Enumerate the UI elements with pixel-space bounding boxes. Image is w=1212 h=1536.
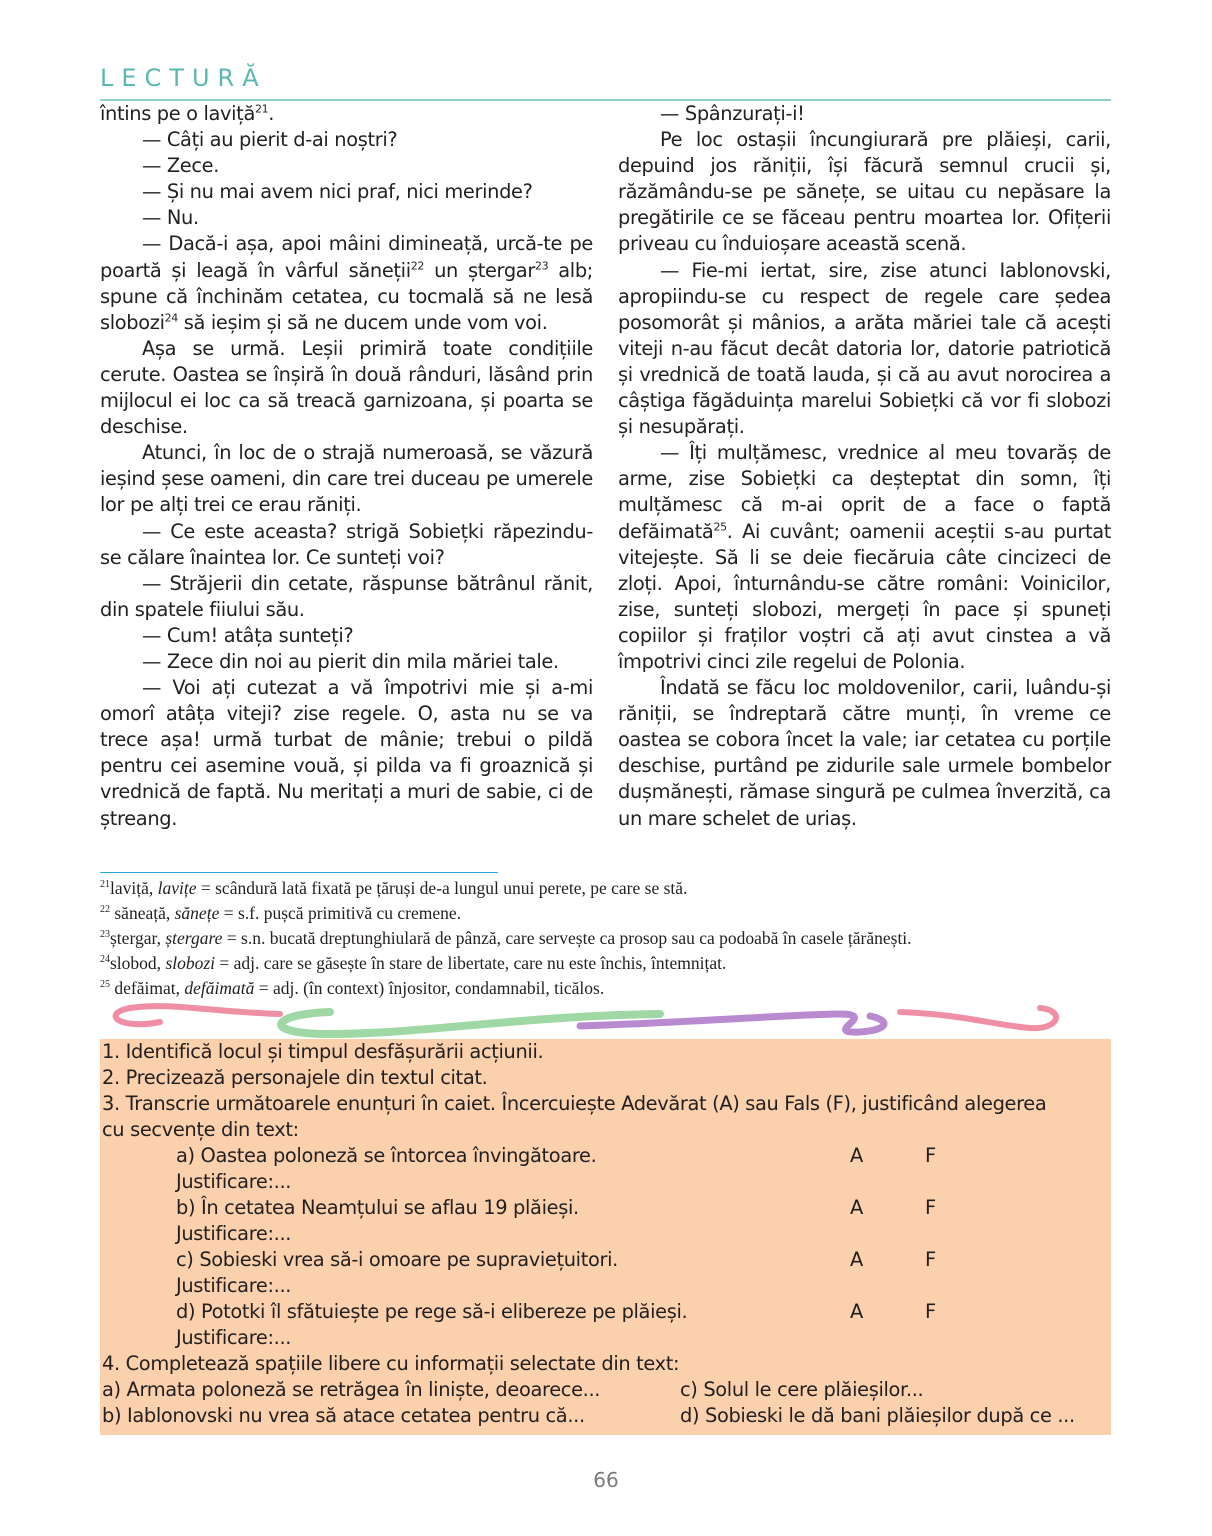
paragraph: — Dacă-i așa, apoi mâini dimineață, urcă-te pe poartă și leagă în vârful săneții$^{22}$ un ștergar$^{23}$ alb; spune că închinăm cetatea, cu tocmală să ne lesă slobozi$^{24}$ să ieșim și să ne ducem unde vom voi.: [100, 232, 593, 334]
footnote-term: sănețe: [174, 903, 220, 923]
true-option-b[interactable]: A: [850, 1196, 864, 1219]
footnote-number: 24: [100, 954, 110, 966]
true-option-d[interactable]: A: [850, 1300, 864, 1323]
blank-item-c: c) Solul le cere plăieșilor...: [680, 1378, 924, 1401]
footnote-reference[interactable]: 23: [534, 259, 549, 273]
paragraph: Îndată se făcu loc moldovenilor, carii, luându-și răniții, se îndreptară către munți, în vreme ce oastea se cobora încet la vale; iar cetatea cu porțile deschise, purtând pe zidurile sale urmele bombelor dușmănești, rămase singură pe culmea înverzită, ca un mare schelet de uriaș.: [618, 676, 1111, 830]
exercise-box: [100, 1039, 1111, 1435]
footnote-term: defăimată: [184, 978, 255, 998]
question-3-continued: cu secvențe din text:: [102, 1118, 299, 1141]
text-column-right: [618, 101, 1111, 832]
footnote-item: $^{21}$laviță, lavițe = scândură lată fixată pe țăruși de-a lungul unui perete, pe care se stă.: [100, 878, 688, 898]
justification-c: Justificare:...: [176, 1274, 292, 1297]
false-option-a[interactable]: F: [925, 1144, 937, 1167]
paragraph: — Îți mulțămesc, vrednice al meu tovarăș de arme, zise Sobiețki ca deșteptat din somn, îți mulțămesc că m-ai oprit de a face o faptă defăimată$^{25}$. Ai cuvânt; oamenii aceștii s-au purtat vitejește. Să li se deie fiecăruia câte cincizeci de zloți. Apoi, înturnându-se către români: Voinicilor, zise, sunteți slobozi, mergeți în pace și spuneți copiilor și fraților voștri că ați avut cinstea a vă împotrivi cinci zile regelui de Polonia.: [618, 441, 1111, 673]
footnote-reference[interactable]: 22: [410, 259, 425, 273]
footnote-number: 22: [100, 904, 110, 916]
text-column-left: [100, 101, 593, 832]
pink-swirl-left: [116, 1006, 280, 1024]
paragraph: — Nu.: [142, 206, 199, 230]
paragraph: — Zece din noi au pierit din mila măriei tale.: [142, 649, 559, 673]
justification-b: Justificare:...: [176, 1222, 292, 1245]
paragraph: — Ce este aceasta? strigă Sobiețki răpezindu-se călare înaintea lor. Ce sunteți voi?: [100, 519, 593, 569]
footnote-number: 21: [100, 879, 110, 891]
pink-swirl-right: [900, 1008, 1056, 1028]
footnote-divider: [100, 872, 498, 873]
paragraph: — Spânzurați-i!: [660, 102, 805, 125]
statement-c: c) Sobieski vrea să-i omoare pe supraviețuitori.: [176, 1248, 618, 1271]
footnote-term: lavițe: [157, 878, 197, 898]
paragraph: Pe loc ostașii încungiurară pre plăieși, carii, depuind jos răniții, își făcură semnul crucii și, răzămându-se pe sănețe, se uitau cu nepăsare la pregătirile ce se făceau pentru moartea lor. Ofițerii priveau cu înduioșare această scenă.: [618, 128, 1111, 256]
paragraph: Atunci, în loc de o strajă numeroasă, se văzură ieșind șese oameni, din care trei duceau pe umerele lor pe alți trei ce erau răniți.: [100, 441, 593, 517]
decorative-swirl-divider: [100, 1000, 1110, 1038]
false-option-d[interactable]: F: [925, 1300, 937, 1323]
footnote-item: $^{24}$slobod, slobozi = adj. care se găsește în stare de libertate, care nu este închis, întemnițat.: [100, 953, 727, 973]
paragraph: întins pe o laviță$^{21}$.: [100, 102, 275, 125]
question-4: 4. Completează spațiile libere cu informații selectate din text:: [102, 1352, 680, 1375]
justification-d: Justificare:...: [176, 1326, 292, 1349]
true-option-a[interactable]: A: [850, 1144, 864, 1167]
justification-a: Justificare:...: [176, 1170, 292, 1193]
footnotes: [100, 876, 1110, 1001]
page-number: 66: [593, 1468, 619, 1492]
question-1: 1. Identifică locul și timpul desfășurării acțiunii.: [102, 1040, 544, 1063]
statement-d: d) Pototki îl sfătuiește pe rege să-i elibereze pe plăieși.: [176, 1300, 688, 1323]
footnote-item: $^{22}$ săneață, sănețe = s.f. pușcă primitivă cu cremene.: [100, 903, 462, 923]
paragraph: — Câți au pierit d-ai noștri?: [142, 128, 398, 152]
paragraph: — Străjerii din cetate, răspunse bătrânul rănit, din spatele fiiului său.: [100, 571, 593, 621]
paragraph: — Cum! atâța sunteți?: [142, 623, 354, 647]
footnote-reference[interactable]: 25: [713, 520, 727, 534]
false-option-c[interactable]: F: [925, 1248, 937, 1271]
footnote-number: 25: [100, 979, 110, 991]
footnote-term: ștergare: [165, 928, 223, 948]
false-option-b[interactable]: F: [925, 1196, 937, 1219]
statement-b: b) În cetatea Neamțului se aflau 19 plăieși.: [176, 1196, 579, 1219]
footnote-term: slobozi: [165, 953, 216, 973]
paragraph: — Și nu mai avem nici praf, nici merinde?: [142, 180, 533, 204]
paragraph: — Voi ați cutezat a vă împotrivi mie și a-mi omorî atâța viteji? zise regele. O, asta nu se va trece așa! urmă turbat de mânie; trebui o pildă pentru cei asemine vouă, și pilda va fi groaznică și vrednică de faptă. Nu meritați a muri de sabie, ci de ștreang.: [100, 676, 593, 830]
section-title: LECTURĂ: [100, 64, 267, 92]
footnote-reference[interactable]: 21: [254, 102, 269, 116]
blank-item-a: a) Armata poloneză se retrăgea în liniște, deoarece...: [102, 1378, 601, 1401]
question-2: 2. Precizează personajele din textul citat.: [102, 1066, 488, 1089]
footnote-reference[interactable]: 24: [164, 311, 178, 325]
footnote-number: 23: [100, 929, 110, 941]
blank-item-d: d) Sobieski le dă bani plăieșilor după ce ...: [680, 1404, 1075, 1427]
true-option-c[interactable]: A: [850, 1248, 864, 1271]
blank-item-b: b) Iablonovski nu vrea să atace cetatea pentru că...: [102, 1404, 585, 1427]
paragraph: Așa se urmă. Leșii primiră toate condițiile cerute. Oastea se înșiră în două rânduri, lăsând prin mijlocul ei loc ca să treacă garnizoana, și poarta se deschise.: [100, 336, 593, 439]
paragraph: — Zece.: [142, 154, 220, 178]
paragraph: — Fie-mi iertat, sire, zise atunci Iablonovski, apropiindu-se cu respect de regele care ședea posomorât și mânios, a arăta măriei tale că acești viteji n-au făcut decât datoria lor, datorie patriotică și vrednică de toată lauda, și că au avut norocirea a câștiga făgăduința marelui Sobiețki că vor fi slobozi și nesupărați.: [618, 258, 1111, 439]
footnote-item: $^{23}$ștergar, ștergare = s.n. bucată dreptunghiulară de pânză, care servește ca prosop sau ca podoabă în casele țărănești.: [100, 928, 912, 948]
footnote-item: $^{25}$ defăimat, defăimată = adj. (în context) înjositor, condamnabil, ticălos.: [100, 978, 605, 998]
question-3: 3. Transcrie următoarele enunțuri în caiet. Încercuiește Adevărat (A) sau Fals (F), justificând alegerea: [102, 1092, 1047, 1115]
statement-a: a) Oastea poloneză se întorcea învingătoare.: [176, 1144, 597, 1167]
